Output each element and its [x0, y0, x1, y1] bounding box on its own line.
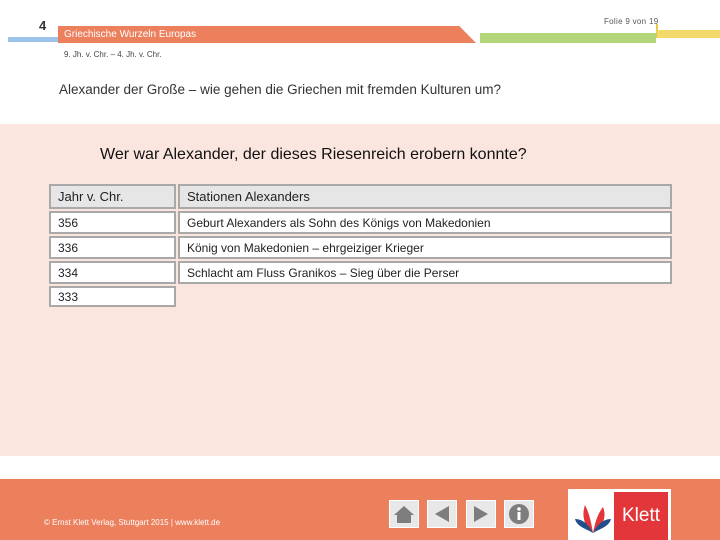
info-icon	[508, 503, 530, 525]
klett-flower-icon	[571, 495, 615, 539]
home-button[interactable]	[389, 500, 419, 528]
chapter-title: Griechische Wurzeln Europas	[64, 29, 197, 40]
table-cell-year: 334	[49, 261, 176, 284]
table-cell-station: König von Makedonien – ehrgeiziger Krieger	[178, 236, 672, 259]
green-accent-band	[480, 33, 656, 43]
info-button[interactable]	[504, 500, 534, 528]
table-cell-station: Geburt Alexanders als Sohn des Königs von Makedonien	[178, 211, 672, 234]
date-range: 9. Jh. v. Chr. – 4. Jh. v. Chr.	[64, 50, 162, 59]
table-cell-station: Schlacht am Fluss Granikos – Sieg über die Perser	[178, 261, 672, 284]
chapter-number: 4	[39, 18, 47, 33]
slide-subtitle: Alexander der Große – wie gehen die Griechen mit fremden Kulturen um?	[59, 82, 501, 97]
table-cell-year: 333	[49, 286, 176, 307]
table-cell-year: 336	[49, 236, 176, 259]
forward-button[interactable]	[466, 500, 496, 528]
forward-arrow-icon	[470, 504, 492, 524]
table-header-year: Jahr v. Chr.	[49, 184, 176, 209]
copyright-text: © Ernst Klett Verlag, Stuttgart 2015 | www.klett.de	[44, 518, 221, 527]
klett-wordmark: Klett	[614, 492, 668, 540]
blue-accent-bar	[8, 37, 58, 42]
slide-counter: Folie 9 von 19	[604, 17, 659, 26]
question-heading: Wer war Alexander, der dieses Riesenreich erobern konnte?	[100, 146, 527, 163]
home-icon	[393, 504, 415, 524]
back-arrow-icon	[431, 504, 453, 524]
table-header-stations: Stationen Alexanders	[178, 184, 672, 209]
back-button[interactable]	[427, 500, 457, 528]
table-cell-year: 356	[49, 211, 176, 234]
yellow-accent-band	[657, 30, 720, 38]
